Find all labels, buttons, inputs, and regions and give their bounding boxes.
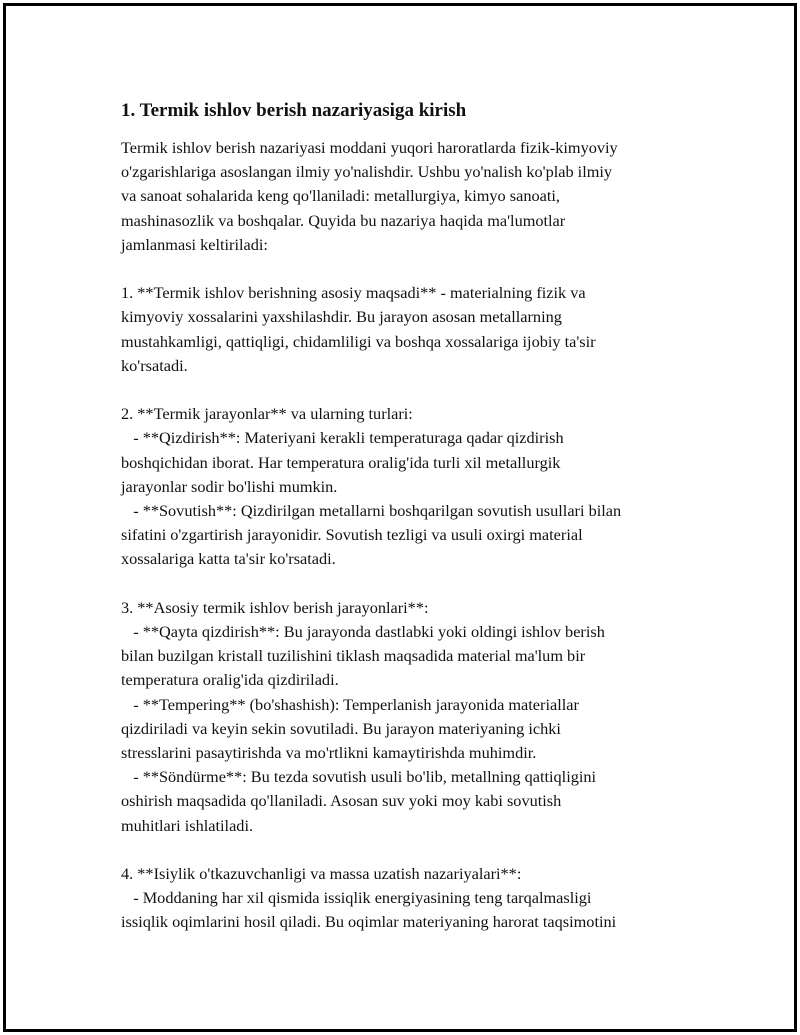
text-line: - **Qizdirish**: Materiyani kerakli temperaturaga qadar qizdirish	[121, 428, 564, 448]
intro-paragraph	[121, 136, 691, 257]
text-line: Termik ishlov berish nazariyasi moddani yuqori haroratlarda fizik-kimyoviy	[121, 138, 618, 157]
text-line: kimyoviy xossalarini yaxshilashdir. Bu jarayon asosan metallarning	[121, 307, 562, 327]
list-item-2-paragraph	[121, 402, 691, 571]
section-heading: 1. Termik ishlov berish nazariyasiga kirish	[121, 100, 467, 121]
text-line: sifatini o'zgartirish jarayonidir. Sovutish tezligi va usuli oxirgi material	[121, 525, 583, 545]
document-body	[121, 98, 691, 959]
text-line: o'zgarishlariga asoslangan ilmiy yo'nalishdir. Ushbu yo'nalish ko'plab ilmiy	[121, 162, 613, 182]
text-line: 3. **Asosiy termik ishlov berish jarayonlari**:	[121, 597, 429, 617]
text-line: ko'rsatadi.	[121, 355, 188, 375]
text-line: mustahkamligi, qattiqligi, chidamliligi va boshqa xossalariga ijobiy ta'sir	[121, 331, 596, 351]
text-line: - **Tempering** (bo'shashish): Temperlanish jarayonida materiallar	[121, 694, 579, 714]
text-line: xossalariga katta ta'sir ko'rsatadi.	[121, 549, 336, 569]
text-line: temperatura oralig'ida qizdiriladi.	[121, 670, 339, 690]
text-line: 4. **Isiylik o'tkazuvchanligi va massa uzatish nazariyalari**:	[121, 864, 522, 884]
text-line: muhitlari ishlatiladi.	[121, 815, 254, 835]
text-line: boshqichidan iborat. Har temperatura oralig'ida turli xil metallurgik	[121, 452, 561, 472]
text-line: va sanoat sohalarida keng qo'llaniladi: metallurgiya, kimyo sanoati,	[121, 186, 560, 206]
text-line: 1. **Termik ishlov berishning asosiy maqsadi** - materialning fizik va	[121, 283, 586, 303]
text-line: 2. **Termik jarayonlar** va ularning turlari:	[121, 404, 413, 424]
text-line: - Moddaning har xil qismida issiqlik energiyasining teng tarqalmasligi	[121, 888, 592, 908]
text-line: jarayonlar sodir bo'lishi mumkin.	[121, 476, 338, 496]
text-line: - **Sovutish**: Qizdirilgan metallarni boshqarilgan sovutish usullari bilan	[121, 501, 622, 521]
text-line: stresslarini pasaytirishda va mo'rtlikni kamaytirishda muhimdir.	[121, 743, 537, 763]
text-line: oshirish maqsadida qo'llaniladi. Asosan suv yoki moy kabi sovutish	[121, 791, 562, 811]
text-line: - **Qayta qizdirish**: Bu jarayonda dastlabki yoki oldingi ishlov berish	[121, 622, 605, 642]
list-item-4-paragraph	[121, 862, 691, 935]
text-line: issiqlik oqimlarini hosil qiladi. Bu oqimlar materiyaning harorat taqsimotini	[121, 912, 617, 932]
text-line: mashinasozlik va boshqalar. Quyida bu nazariya haqida ma'lumotlar	[121, 210, 566, 230]
text-line: - **Söndürme**: Bu tezda sovutish usuli bo'lib, metallning qattiqligini	[121, 767, 597, 787]
text-line: jamlanmasi keltiriladi:	[121, 234, 268, 254]
document-page	[3, 3, 797, 1032]
list-item-3-paragraph	[121, 596, 691, 838]
text-line: bilan buzilgan kristall tuzilishini tiklash maqsadida material ma'lum bir	[121, 646, 586, 666]
list-item-1-paragraph	[121, 281, 691, 378]
text-line: qizdiriladi va keyin sekin sovutiladi. Bu jarayon materiyaning ichki	[121, 718, 561, 738]
